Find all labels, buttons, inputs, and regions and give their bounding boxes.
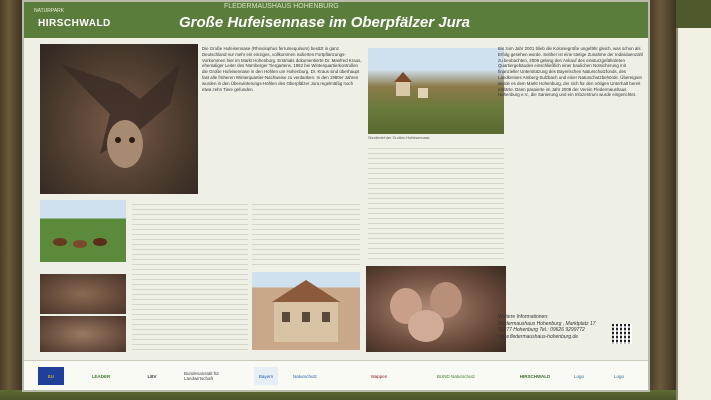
village-landscape-photo <box>368 48 504 134</box>
partner-logo-1: Logo <box>573 373 584 379</box>
bayern-logo: Bayern <box>254 367 278 385</box>
contact-address: Fledermaushaus Hohenburg , Marktplatz 17 <box>498 320 596 327</box>
village-illustration <box>368 48 504 134</box>
naturpark-logo <box>30 6 138 34</box>
building-illustration <box>252 272 360 350</box>
eu-flag-logo: EU <box>38 367 64 385</box>
qr-code <box>612 324 632 344</box>
timeline-text-column <box>132 200 248 350</box>
fact-sheet-caption: Steckbrief der Großen Hufeisennase <box>368 136 430 140</box>
logo-top-text: NATURPARK <box>34 8 65 14</box>
historic-building-photo <box>252 272 360 350</box>
board-title: Große Hufeisennase im Oberpfälzer Jura <box>179 14 470 31</box>
sponsor-footer <box>24 360 648 392</box>
right-wooden-post <box>650 0 676 400</box>
board-header <box>24 2 648 38</box>
leader-logo: LEADER <box>91 373 111 379</box>
intro-text: Die Große Hufeisennase (Rhinolophus ferrumequinum) besitzt in ganz Deutschland nur mehr ein einziges, vollkommen isoliertes Fortpflanzungs-Vorkommen hier im Markt Hohenburg. Erstmals dokumentierte Dr. Manfred Kraus, ehemaliger Leiter des Nürnberger Tiergartens, 1962 bei Winterquartierkontrollen die Große Hufeisennase in den Höhlen um Hohenburg. Dr. Kraus sind überhaupt fast alle früheren Winterquartier-Nachweise zu verdanken. In den 1980er Jahren wurden in den Überwinterungs-Höhlen des Oberpfälzer Jura regelmäßig noch etwa zehn Tiere gefunden. <box>202 46 362 92</box>
contact-info <box>498 314 603 340</box>
contact-website: www.fledermaushaus-hohenburg.de <box>498 333 579 340</box>
bats-illustration <box>366 266 506 352</box>
left-wooden-post <box>0 0 22 400</box>
bat-cluster-photo-1 <box>40 274 126 314</box>
logo-name-text: HIRSCHWALD <box>38 18 111 29</box>
lbv-logo: LBV <box>147 373 157 379</box>
right-text-column: Bis zum Jahr 2001 blieb die Koloniegröße ungefähr gleich, was schon als Erfolg gesehen wurde. Seither ist eine stetige Zunahme der Individuenzahl zu beobachten, 2008 gelang den Ankauf des einsturzgefährdeten Quartiergebäudes einschließlich einer baulichen Notsicherung mit finanzieller Unterstützung des Bayerischen Naturschutzfonds, des Landkreises Amberg-Sulzbach und einer Naturschutzbehörde. Übereignet wurde es dem Markt Hohenburg, der sich für den nötigen Unterhalt bereit erklärte. Dann passierte im Jahr 2009 der Verein Fledermaushaus Hohenburg e.V., die Sanierung und ein Infozentrum wurde eingerichtet. <box>498 46 643 98</box>
bundesanstalt-logo: Bundesanstalt für Landwirtschaft <box>184 371 220 381</box>
background-foliage <box>676 0 711 28</box>
bund-naturschutz-logo: BUND Naturschutz <box>436 373 475 379</box>
bat-cluster-photo-2 <box>40 316 126 352</box>
municipal-crest-logo: Wappen <box>370 373 388 379</box>
bavarian-crest-logo: Naturschutz <box>292 373 317 379</box>
bat-illustration <box>40 44 198 194</box>
cattle-illustration <box>40 200 126 262</box>
adjacent-sign-board <box>676 28 711 400</box>
fact-sheet-text <box>368 144 504 262</box>
partner-logo-2: Logo <box>613 373 624 379</box>
contact-phone: 92277 Hohenburg Tel.: 09626 9299772 <box>498 327 585 333</box>
cattle-pasture-photo <box>40 200 126 262</box>
board-supertitle: FLEDERMAUSHAUS HOHENBURG <box>224 3 339 10</box>
history-text-column <box>252 200 360 266</box>
hirschwald-footer-logo: HIRSCHWALD <box>519 373 551 379</box>
bats-close-up-photo <box>366 266 506 352</box>
info-board <box>22 0 650 392</box>
bat-hanging-photo <box>40 44 198 194</box>
contact-heading: Weitere Informationen: <box>498 314 549 320</box>
